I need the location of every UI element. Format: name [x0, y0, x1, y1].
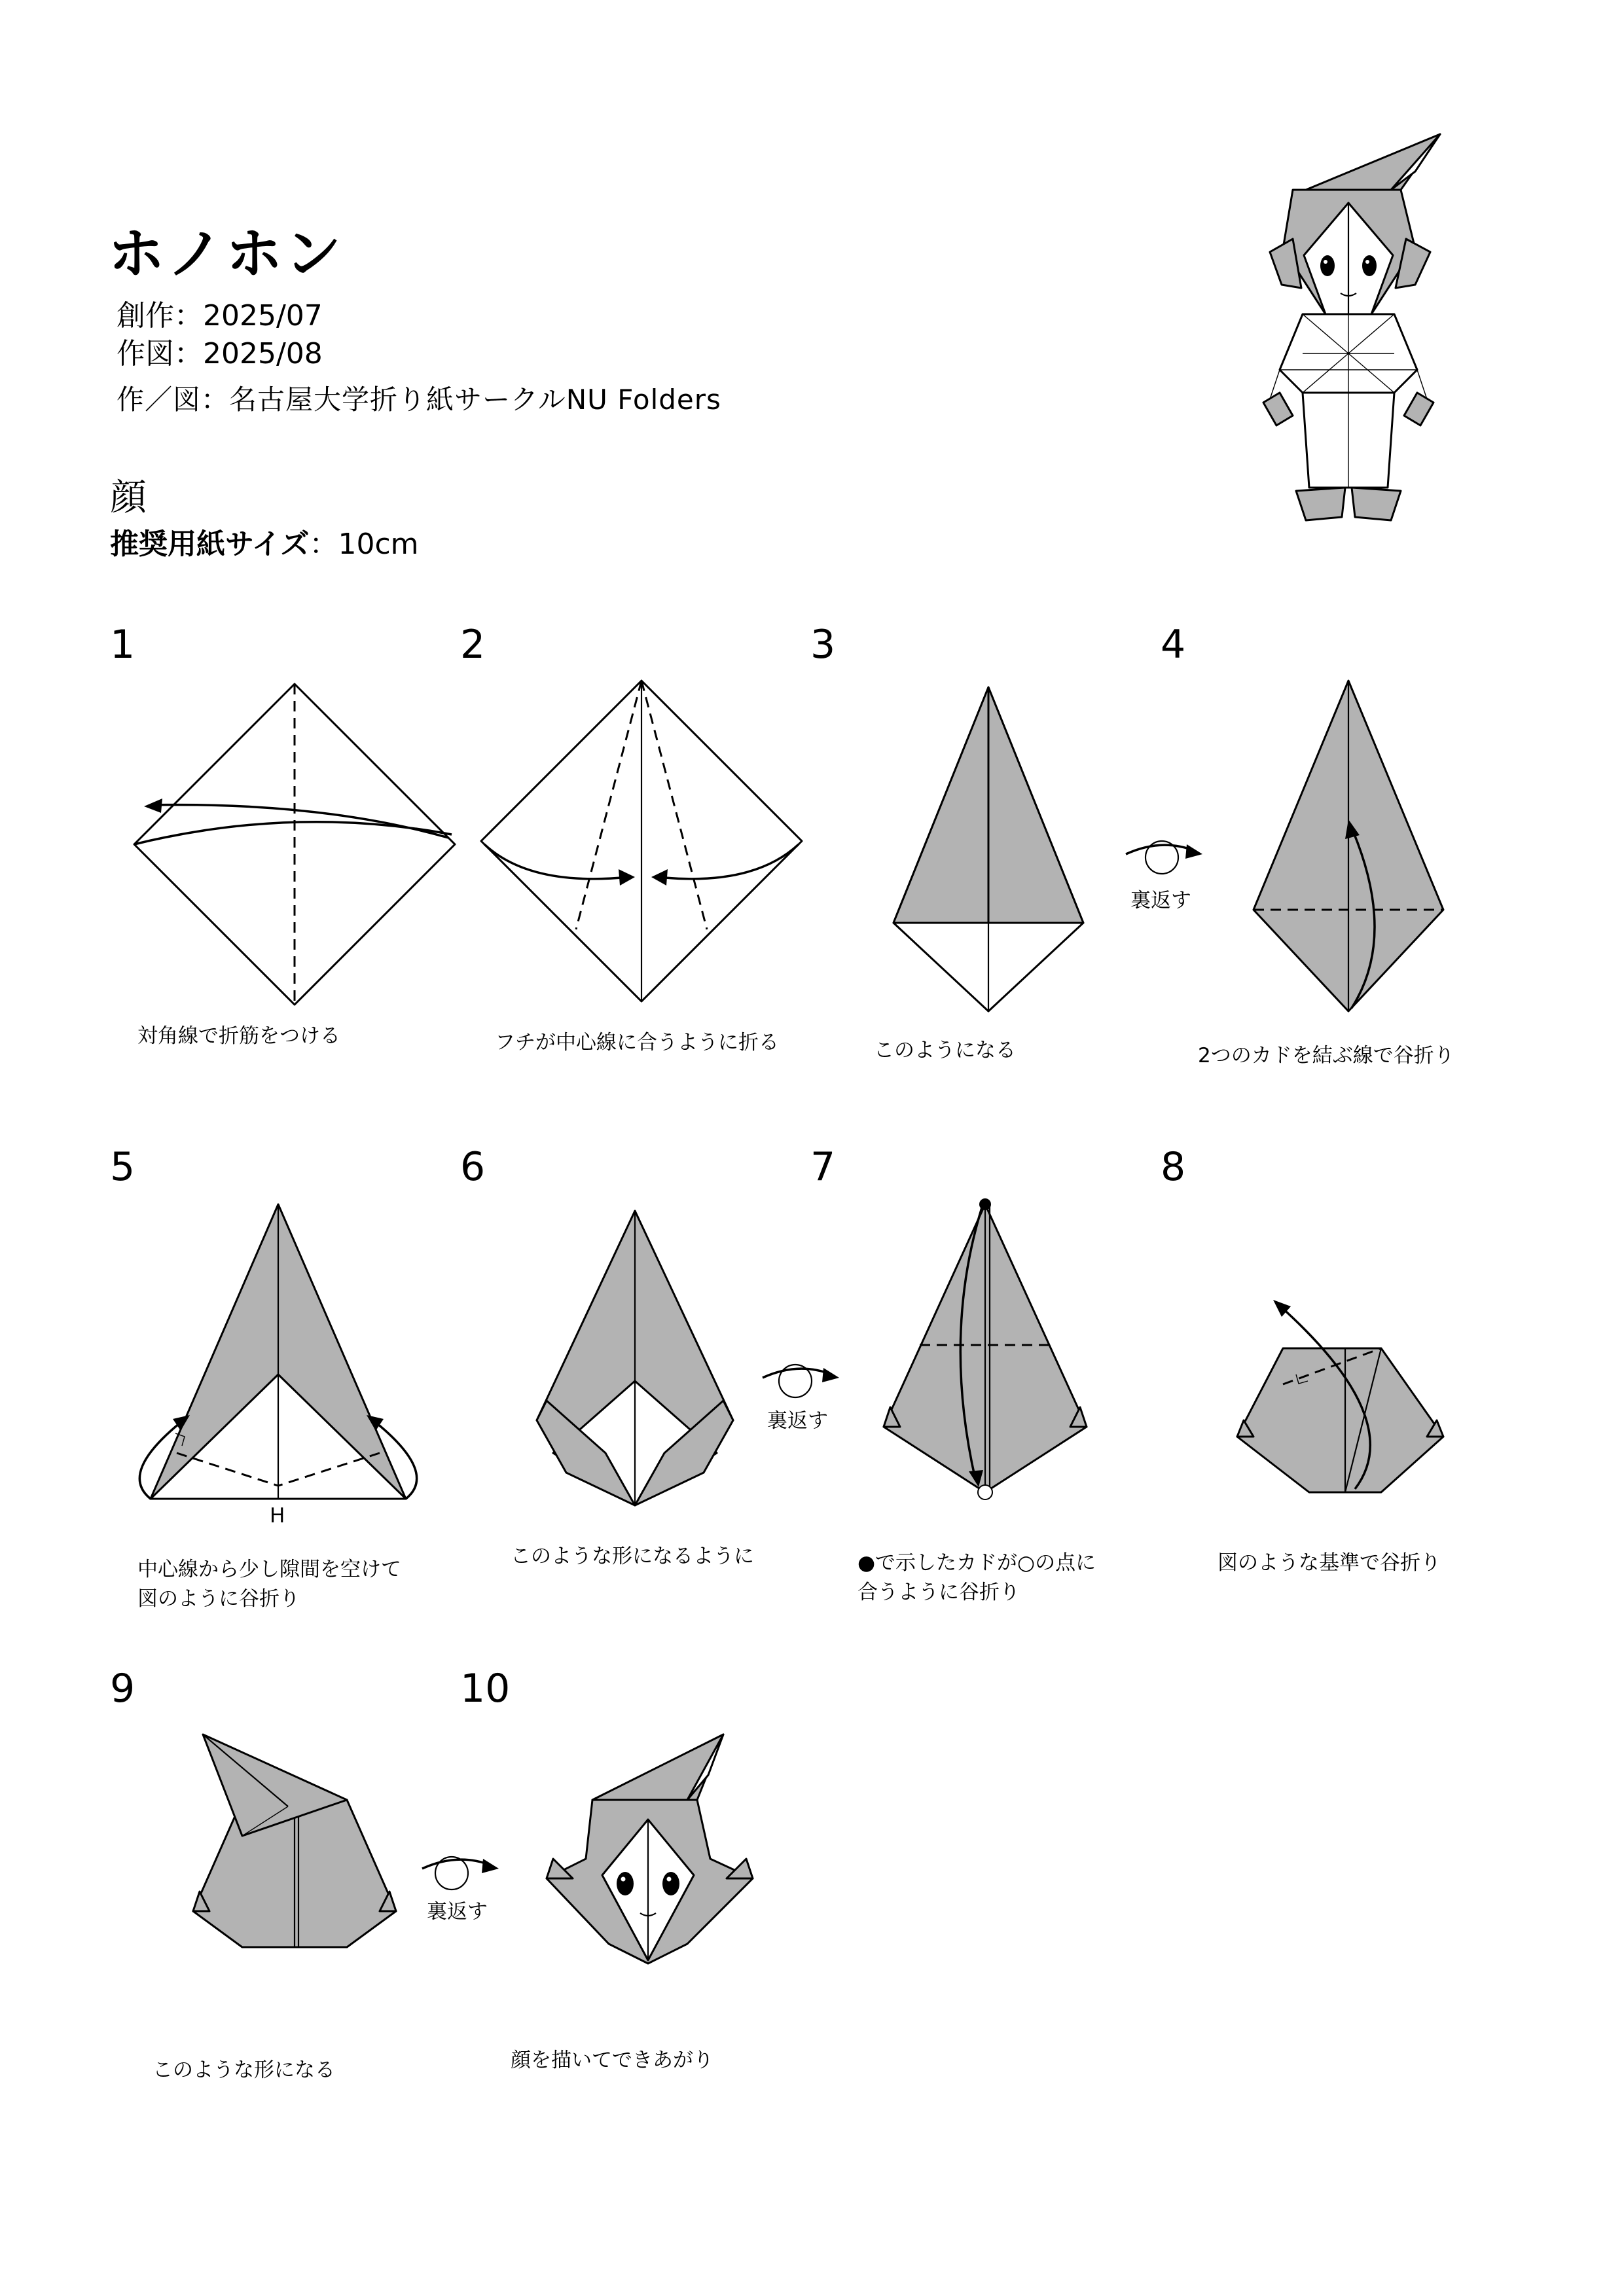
- turn-over-icon: [759, 1355, 844, 1401]
- step-2-diagram: [471, 671, 812, 1011]
- step-3-diagram: [890, 681, 1100, 1021]
- page-title: ホノホン: [108, 221, 344, 287]
- step-1-diagram: [124, 674, 465, 1014]
- step-number: 7: [810, 1144, 836, 1190]
- finished-model-illustration: [1244, 124, 1479, 530]
- author-credit: 作／図：名古屋大学折り紙サークルNU Folders: [117, 384, 721, 416]
- part-heading: 顔: [110, 476, 147, 519]
- step-caption: 中心線から少し隙間を空けて: [137, 1558, 401, 1581]
- step-caption: このようになる: [874, 1039, 1016, 1062]
- step-number: 6: [460, 1144, 486, 1190]
- step-number: 2: [460, 622, 486, 668]
- step-number: 8: [1161, 1144, 1186, 1190]
- step-4-diagram: [1247, 674, 1463, 1014]
- step-caption: 2つのカドを結ぶ線で谷折り: [1198, 1044, 1454, 1067]
- step-caption: 図のような基準で谷折り: [1218, 1551, 1441, 1575]
- step-caption: フチが中心線に合うように折る: [495, 1031, 779, 1054]
- step-5-point-label: H: [270, 1504, 285, 1528]
- step-caption: このような形になるように: [511, 1545, 754, 1568]
- step-caption: 対角線で折筋をつける: [137, 1024, 340, 1048]
- turn-over-label: 裏返す: [767, 1409, 828, 1433]
- step-number: 9: [110, 1666, 135, 1712]
- step-caption: ●で示したカドが○の点に: [857, 1551, 1096, 1575]
- turn-over-label: 裏返す: [1130, 889, 1191, 912]
- step-10-diagram: [537, 1728, 772, 1970]
- step-5-diagram: [131, 1198, 445, 1525]
- turn-over-label: 裏返す: [427, 1900, 488, 1924]
- fold-arrow-icon: [144, 798, 162, 813]
- paper-size-value: ：10cm: [309, 528, 419, 561]
- turn-over-icon: [1123, 831, 1208, 877]
- creation-date: 創作：2025/07: [117, 299, 323, 332]
- step-7-diagram: [871, 1191, 1100, 1512]
- step-caption: このような形になる: [153, 2058, 335, 2082]
- step-number: 3: [810, 622, 836, 668]
- turn-over-icon: [419, 1846, 504, 1892]
- step-number: 4: [1161, 622, 1186, 668]
- step-number: 5: [110, 1144, 135, 1190]
- step-caption: 顔を描いてできあがり: [511, 2049, 713, 2072]
- step-9-diagram: [183, 1728, 406, 1964]
- step-caption: 図のように谷折り: [137, 1587, 300, 1611]
- step-number: 1: [110, 622, 135, 668]
- step-8-diagram: [1231, 1276, 1460, 1505]
- diagram-date: 作図：2025/08: [117, 337, 323, 370]
- step-number: 10: [460, 1666, 511, 1712]
- paper-size-label: 推奨用紙サイズ: [110, 528, 310, 561]
- step-caption: 合うように谷折り: [857, 1581, 1020, 1604]
- step-6-diagram: [527, 1204, 749, 1512]
- paper-size: [110, 520, 419, 562]
